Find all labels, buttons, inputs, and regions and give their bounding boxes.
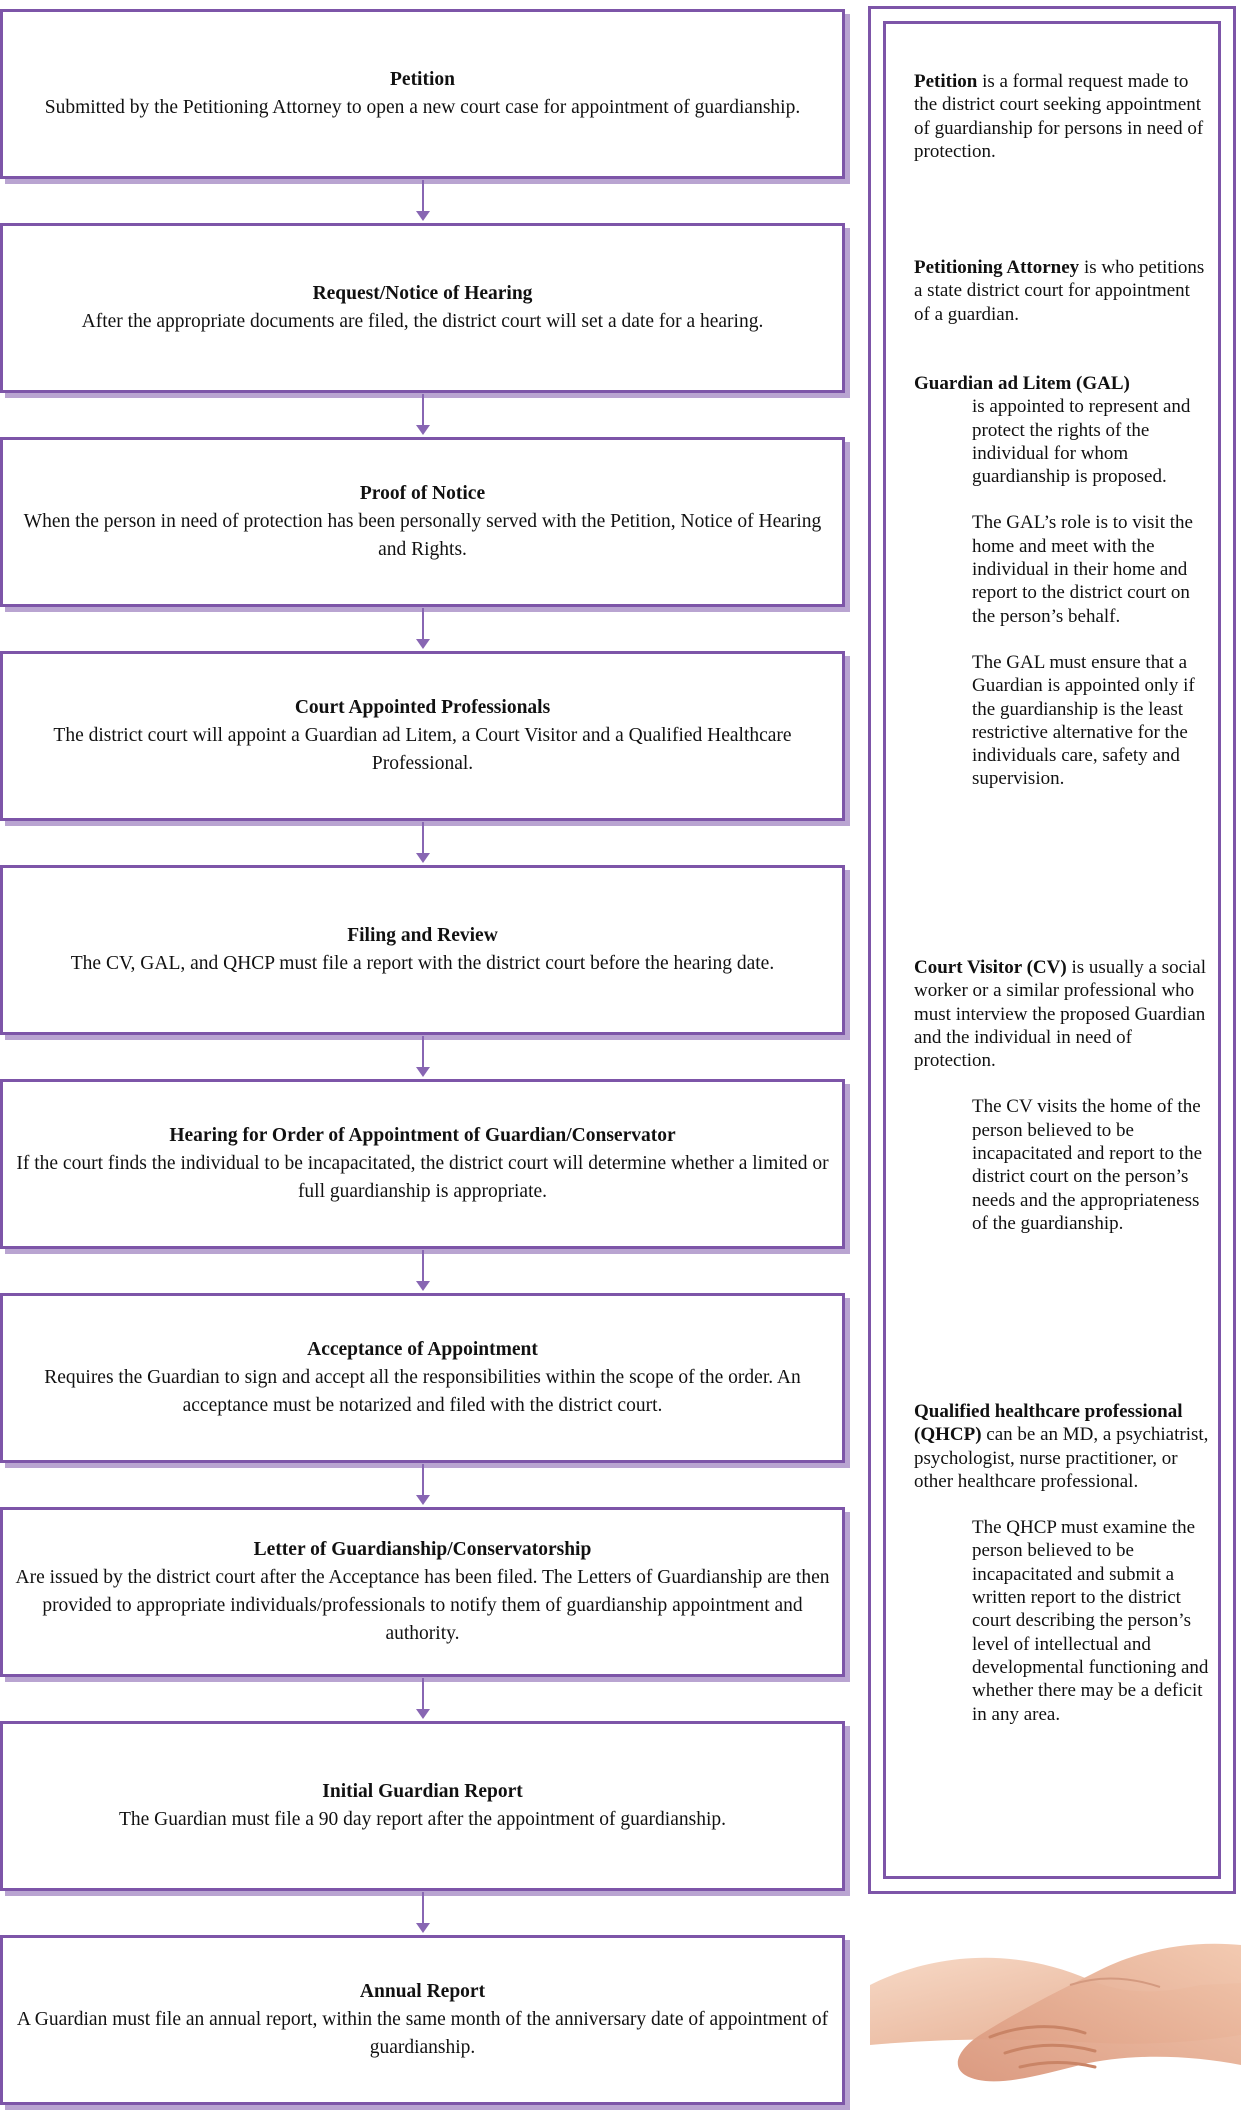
- step-title: Letter of Guardianship/Conservatorship: [253, 1539, 592, 1560]
- step-title: Petition: [390, 69, 455, 90]
- step-text: Are issued by the district court after the Acceptance has been filed. The Letters of Guardianship are then provided to appropriate individuals/professionals to notify them of guardianship appointment and authority.: [15, 1567, 830, 1644]
- step-court-appointed-professionals: [0, 651, 845, 821]
- step-title: Acceptance of Appointment: [307, 1339, 538, 1360]
- step-notice-of-hearing: [0, 223, 845, 393]
- step-hearing-for-order: [0, 1079, 845, 1249]
- glossary-definition: is who petitions a state district court for appointment of a guardian.: [914, 257, 1205, 325]
- step-text: A Guardian must file an annual report, within the same month of the anniversary date of appointment of guardianship.: [16, 2009, 829, 2058]
- step-text: The Guardian must file a 90 day report after the appointment of guardianship.: [118, 1809, 726, 1830]
- glossary-term: Guardian ad Litem (GAL): [914, 373, 1130, 394]
- glossary-definition: is a formal request made to the district court seeking appointment of guardianship for persons in need of protection.: [914, 71, 1204, 162]
- glossary-definition: can be an MD, a psychiatrist, psychologist, nurse practitioner, or other healthcare professional.: [914, 1424, 1209, 1492]
- step-title: Annual Report: [359, 1981, 486, 2002]
- glossary-definition: is appointed to represent and protect the rights of the individual for whom guardianship is proposed.: [972, 396, 1191, 488]
- step-title: Initial Guardian Report: [322, 1781, 523, 1802]
- glossary-paragraph: The QHCP must examine the person believed to be incapacitated and submit a written report to the district court describing the person’s level of intellectual and developmental functioning and whether there may be a deficit in any area.: [972, 1517, 1209, 1725]
- step-text: The district court will appoint a Guardian ad Litem, a Court Visitor and a Qualified Healthcare Professional.: [53, 725, 792, 774]
- glossary-definition: is usually a social worker or a similar professional who must interview the proposed Guardian and the individual in need of protection.: [914, 957, 1206, 1072]
- clasped-hands-image: [870, 1925, 1241, 2100]
- step-filing-and-review: [0, 865, 845, 1035]
- glossary-term: Qualified healthcare professional (QHCP): [914, 1401, 1183, 1446]
- step-text: When the person in need of protection has been personally served with the Petition, Notice of Hearing and Rights.: [23, 511, 822, 560]
- glossary-petition: [914, 70, 1210, 163]
- glossary-term: Petition: [914, 71, 978, 92]
- step-acceptance-of-appointment: [0, 1293, 845, 1463]
- step-letter-of-guardianship: [0, 1507, 845, 1677]
- glossary-gal: [914, 372, 1210, 791]
- step-text: The CV, GAL, and QHCP must file a report with the district court before the hearing date.: [70, 953, 775, 974]
- step-title: Hearing for Order of Appointment of Guardian/Conservator: [169, 1125, 676, 1146]
- glossary-paragraph: The GAL must ensure that a Guardian is appointed only if the guardianship is the least restrictive alternative for the individuals care, safety and supervision.: [972, 651, 1195, 790]
- step-title: Proof of Notice: [359, 483, 486, 504]
- step-title: Court Appointed Professionals: [294, 697, 551, 718]
- step-title: Request/Notice of Hearing: [312, 283, 533, 304]
- glossary-paragraph: The CV visits the home of the person believed to be incapacitated and report to the district court on the person’s needs and the appropriateness of the guardianship.: [972, 1096, 1203, 1234]
- glossary-petitioning-attorney: [914, 256, 1210, 326]
- glossary-term: Petitioning Attorney: [914, 257, 1080, 278]
- step-text: Submitted by the Petitioning Attorney to open a new court case for appointment of guardianship.: [44, 97, 801, 118]
- step-text: If the court finds the individual to be incapacitated, the district court will determine whether a limited or full guardianship is appropriate.: [16, 1153, 829, 1202]
- step-text: Requires the Guardian to sign and accept all the responsibilities within the scope of the order. An acceptance must be notarized and filed with the district court.: [44, 1367, 801, 1416]
- step-text: After the appropriate documents are filed, the district court will set a date for a hearing.: [81, 311, 764, 332]
- glossary-term: Court Visitor (CV): [914, 957, 1067, 978]
- glossary-paragraph: The GAL’s role is to visit the home and meet with the individual in their home and report to the district court on the person’s behalf.: [972, 512, 1193, 627]
- glossary-qhcp: [914, 1400, 1210, 1726]
- step-initial-guardian-report: [0, 1721, 845, 1891]
- step-petition: [0, 9, 845, 179]
- step-title: Filing and Review: [347, 925, 498, 946]
- step-annual-report: [0, 1935, 845, 2105]
- glossary-court-visitor: [914, 956, 1210, 1235]
- step-proof-of-notice: [0, 437, 845, 607]
